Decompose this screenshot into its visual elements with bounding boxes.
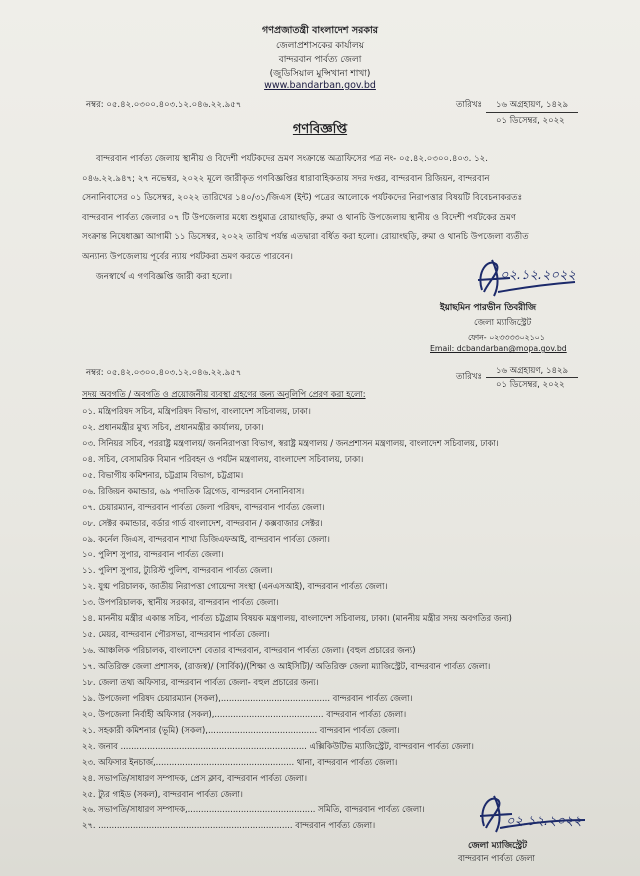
- branch-name: (জুডিসিয়াল মুন্সিখানা শাখা): [269, 69, 371, 79]
- body-line: সেনানিবাসের ০১ ডিসেম্বর, ২০২২ তারিখের ১৪০/৩১/জিএস (ইন্ট) পত্রের আলোকে পর্যটকদের নিরাপত্তার বিষয়টি বিবেচনাকরতঃ: [82, 193, 523, 204]
- cc-list: [82, 404, 602, 834]
- cc-list-item: ২৪. সভাপতি/সাধারণ সম্পাদক, প্রেস ক্লাব, বান্দরবান পার্বত্য জেলা।: [82, 772, 307, 783]
- district-name: বান্দরবান পার্বত্য জেলা: [278, 55, 362, 65]
- cc-list-item: ০১. মন্ত্রিপরিষদ সচিব, মন্ত্রিপরিষদ বিভাগ, বাংলাদেশ সচিবালয়, ঢাকা।: [82, 406, 311, 416]
- page-title: গণবিজ্ঞপ্তি: [292, 122, 348, 137]
- memo-number-copy: নম্বর: ০৫.৪২.০৩০০.৪০৩.১২.০৪৬.২২.৯৫৭: [86, 368, 242, 378]
- cc-list-item: ২৬. সভাপতি/সাধারণ সম্পাদক,................................................ সমিতি, বান্দরবান পার্বত্য জেলা।: [82, 804, 425, 815]
- cc-heading: সদয় অবগতি / অবগতি ও প্রয়োজনীয় ব্যবস্থা গ্রহণের জন্য অনুলিপি প্রেরণ করা হলো:: [82, 389, 366, 399]
- body-line: বান্দরবান পার্বত্য জেলায় স্থানীয় ও বিদেশী পর্যটকদের ভ্রমণ সংক্রান্তে অত্রাফিসের পত্র নং- ০৫.৪২.০৩০০.৪০৩. ১২.: [96, 154, 488, 164]
- cc-list-item: ১৮. জেলা তথ্য অফিসার, বান্দরবান পার্বত্য জেলা- বহুল প্রচারের জন্য।: [82, 676, 319, 687]
- signatory-designation-2: জেলা ম্যাজিস্ট্রেট: [468, 841, 527, 851]
- cc-list-item: ০৩. সিনিয়র সচিব, পররাষ্ট্র মন্ত্রণালয়/ জননিরাপত্তা বিভাগ, স্বরাষ্ট্র মন্ত্রণালয় / জনপ্রশাসন মন্ত্রণালয়, বাংলাদেশ সচিবালয়, ঢাকা।: [82, 437, 499, 448]
- cc-list-item: ২১. সহকারী কমিশনার (ভূমি) (সকল),......................................... বান্দরবান পার্বত্য জেলা।: [82, 724, 400, 735]
- cc-list-item: ১৯. উপজেলা পরিষদ চেয়ারম্যান (সকল),......................................... বান্দরবান পার্বত্য জেলা।: [82, 692, 413, 703]
- date-label: তারিখঃ: [456, 100, 483, 110]
- memo-number: নম্বর: ০৫.৪২.০৩০০.৪০৩.১২.০৪৬.২২.৯৫৭: [86, 100, 242, 110]
- cc-list-item: ২৫. ট্যুর গাইড (সকল), বান্দরবান পার্বত্য জেলা।: [82, 788, 243, 799]
- body-line: অন্যান্য উপজেলায় পূর্বের ন্যায় পর্যটকরা ভ্রমণ করতে পারবেন।: [82, 251, 294, 262]
- cc-list-item: ২২. জনাব ...................................................................... এক্সিকিউটিভ ম্যাজিস্ট্রেট, বান্দরবান পার্বত্য জেলা।: [82, 740, 474, 751]
- cc-list-item: ০৪. সচিব, বেসামরিক বিমান পরিবহন ও পর্যটন মন্ত্রণালয়, বাংলাদেশ সচিবালয়, ঢাকা।: [82, 453, 364, 464]
- signatory-district-2: বান্দরবান পার্বত্য জেলা: [458, 853, 535, 863]
- cc-list-item: ২০. উপজেলা নির্বাহী অফিসার (সকল),......................................... বান্দরবান পার্বত্য জেলা।: [82, 708, 407, 719]
- body-line: বান্দরবান পার্বত্য জেলার ০৭ টি উপজেলার মধ্যে শুধুমাত্র রোয়াংছড়ি, রুমা ও থানচি উপজেলায় স্থানীয় ও বিদেশী পর্যটকের ভ্রমণ: [82, 212, 516, 223]
- date-bengali: ১৬ অগ্রহায়ণ, ১৪২৯: [496, 100, 569, 110]
- date-bengali-copy: ১৬ অগ্রহায়ণ, ১৪২৯: [496, 366, 569, 376]
- cc-list-item: ০৫. বিভাগীয় কমিশনার, চট্টগ্রাম বিভাগ, চট্টগ্রাম।: [82, 469, 244, 480]
- body-line: ০৪৬.২২.৯৪৭; ২৭ নভেম্বর, ২০২২ মূলে জারীকৃত গণবিজ্ঞপ্তির ধারাবাহিকতায় সদর দপ্তর, বান্দরবান রিজিয়ন, বান্দরবান: [82, 173, 490, 184]
- office-name: জেলাপ্রশাসকের কার্যালয়: [275, 41, 365, 51]
- closing-line: জনস্বার্থে এ গণবিজ্ঞপ্তি জারী করা হলো।: [96, 271, 233, 282]
- cc-list-item: ০৯. কর্নেল জিএস, বান্দরবান শাখা ডিজিএফআই, বান্দরবান পার্বত্য জেলা।: [82, 533, 330, 544]
- cc-list-item: ১৫. মেয়র, বান্দরবান পৌরসভা, বান্দরবান পার্বত্য জেলা।: [82, 629, 270, 640]
- date-label-copy: তারিখঃ: [456, 372, 483, 382]
- cc-list-item: ১২. যুগ্ম পরিচালক, জাতীয় নিরাপত্তা গোয়েন্দা সংস্থা (এনএসআই), বান্দরবান পার্বত্য জেলা।: [82, 581, 388, 592]
- cc-list-item: ১১. পুলিশ সুপার, ট্যুরিস্ট পুলিশ, বান্দরবান পার্বত্য জেলা।: [82, 565, 273, 576]
- date-english-copy: ০১ ডিসেম্বর, ২০২২: [496, 380, 565, 390]
- date-english: ০১ ডিসেম্বর, ২০২২: [496, 116, 565, 126]
- website-link[interactable]: www.bandarban.gov.bd: [264, 80, 376, 91]
- phone-number: ফোন- ০২৩৩৩৩০২১০১: [468, 333, 545, 342]
- cc-list-item: ২৩. অফিসার ইনচার্জ,.................................................... থানা, বান্দরবান পার্বত্য জেলা।: [82, 756, 398, 767]
- cc-list-item: ১০. পুলিশ সুপার, বান্দরবান পার্বত্য জেলা।: [82, 549, 224, 560]
- cc-list-item: ১৬. আঞ্চলিক পরিচালক, বাংলাদেশ বেতার বান্দরবান, বান্দরবান পার্বত্য জেলা। (বহুল প্রচারের জন্য): [82, 645, 416, 656]
- email-address[interactable]: Email: dcbandarban@mopa.gov.bd: [430, 344, 567, 353]
- signature-date: ০২.১২.২০২২: [500, 268, 576, 283]
- date-divider: [486, 112, 578, 113]
- cc-list-item: ০২. প্রধানমন্ত্রীর মুখ্য সচিব, প্রধানমন্ত্রীর কার্যালয়, ঢাকা।: [82, 421, 264, 432]
- cc-list-item: ১৪. মাননীয় মন্ত্রীর একান্ত সচিব, পার্বত্য চট্টগ্রাম বিষয়ক মন্ত্রণালয়, বাংলাদেশ সচিবালয়, ঢাকা। (মাননীয় মন্ত্রীর সদয় অবগতির জন্য): [82, 613, 512, 624]
- signatory-name: ইয়াছমিন পারভীন তিবরীজি: [440, 303, 536, 313]
- cc-list-item: ২৭. ......................................................................... বান্দরবান পার্বত্য জেলা।: [82, 820, 376, 831]
- govt-name: গণপ্রজাতন্ত্রী বাংলাদেশ সরকার: [262, 25, 378, 36]
- cc-list-item: ০৬. রিজিয়ন কমান্ডার, ৬৯ পদাতিক ব্রিগেড, বান্দরবান সেনানিবাস।: [82, 485, 305, 496]
- signatory-designation: জেলা ম্যাজিস্ট্রেট: [474, 318, 532, 328]
- signature-date-2: ০২.১২.২০২২: [506, 814, 582, 829]
- cc-list-item: ১৩. উপপরিচালক, স্থানীয় সরকার, বান্দরবান পার্বত্য জেলা।: [82, 597, 279, 608]
- cc-list-item: ০৭. চেয়ারম্যান, বান্দরবান পার্বত্য জেলা পরিষদ, বান্দরবান পার্বত্য জেলা।: [82, 501, 325, 512]
- cc-list-item: ০৮. সেক্টর কমান্ডার, বর্ডার গার্ড বাংলাদেশ, বান্দরবান / কক্সবাজার সেক্টর।: [82, 517, 323, 528]
- body-line: সংক্রান্ত নিষেধাজ্ঞা আগামী ১১ ডিসেম্বর, ২০২২ তারিখ পর্যন্ত এতদ্বারা বর্ধিত করা হলো। রোয়াংছড়ি, রুমা ও থানচি উপজেলা ব্যতীত: [82, 232, 529, 243]
- cc-list-item: ১৭. অতিরিক্ত জেলা প্রশাসক, (রাজস্ব)/ (সার্বিক)/(শিক্ষা ও আইসিটি)/ অতিরিক্ত জেলা ম্যাজিস্ট্রেট, বান্দরবান পার্বত্য জেলা।: [82, 661, 491, 671]
